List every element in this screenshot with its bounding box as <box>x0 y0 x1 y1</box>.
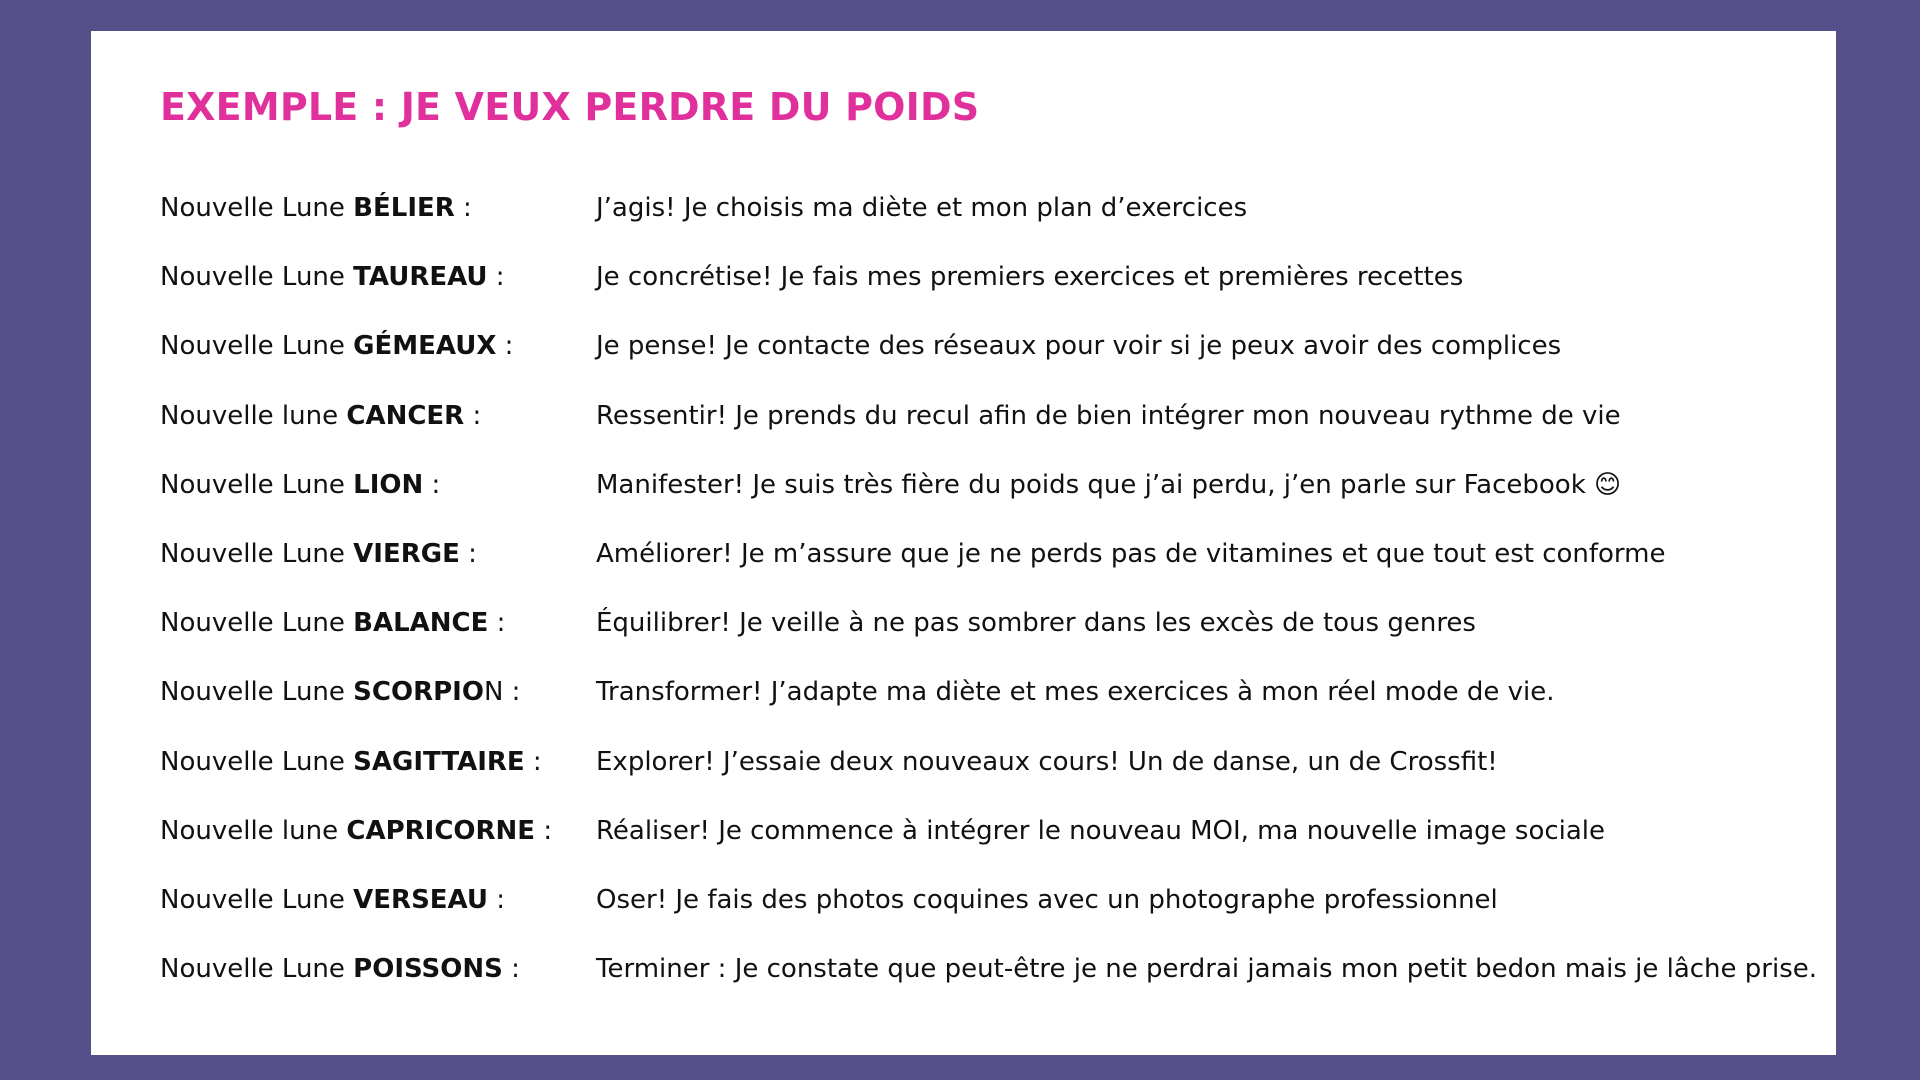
list-item <box>160 885 1820 954</box>
row-suffix: : <box>496 331 514 362</box>
row-suffix: N : <box>483 677 521 708</box>
row-suffix: : <box>454 193 472 223</box>
row-label <box>160 608 505 638</box>
row-suffix: : <box>535 815 553 846</box>
row-description: J’agis! Je choisis ma diète et mon plan d’exercices <box>596 193 1248 223</box>
row-description: Réaliser! Je commence à intégrer le nouveau MOI, ma nouvelle image sociale <box>596 815 1606 846</box>
row-suffix: : <box>488 608 506 639</box>
row-prefix: Nouvelle Lune <box>160 746 354 777</box>
row-description: Équilibrer! Je veille à ne pas sombrer dans les excès de tous genres <box>596 608 1476 639</box>
row-description: Je pense! Je contacte des réseaux pour voir si je peux avoir des complices <box>596 331 1562 362</box>
row-prefix: Nouvelle Lune <box>160 469 354 500</box>
list-item <box>160 262 1820 331</box>
list-item <box>160 608 1820 677</box>
zodiac-sign: VERSEAU <box>353 884 488 915</box>
row-label <box>160 193 472 223</box>
list-item <box>160 193 1820 262</box>
page-title: EXEMPLE : JE VEUX PERDRE DU POIDS <box>160 85 980 129</box>
row-description: Manifester! Je suis très fière du poids que j’ai perdu, j’en parle sur Facebook 😊 <box>596 469 1622 500</box>
list-item <box>160 401 1820 470</box>
list-item <box>160 331 1820 400</box>
list-item <box>160 816 1820 885</box>
row-prefix: Nouvelle Lune <box>160 677 354 708</box>
row-label <box>160 331 513 361</box>
zodiac-sign: SCORPIO <box>353 677 484 708</box>
row-description: Explorer! J’essaie deux nouveaux cours! Un de danse, un de Crossfit! <box>596 746 1498 777</box>
row-description: Terminer : Je constate que peut-être je ne perdrai jamais mon petit bedon mais je lâche prise. <box>596 954 1818 985</box>
list-item <box>160 954 1820 1023</box>
row-description: Oser! Je fais des photos coquines avec un photographe professionnel <box>596 884 1498 915</box>
row-prefix: Nouvelle Lune <box>160 608 354 639</box>
zodiac-sign: LION <box>353 469 424 500</box>
row-prefix: Nouvelle Lune <box>160 884 354 915</box>
zodiac-sign: BÉLIER <box>353 193 455 223</box>
row-suffix: : <box>524 746 542 777</box>
row-label <box>160 262 505 292</box>
row-prefix: Nouvelle Lune <box>160 538 354 569</box>
row-label <box>160 677 520 707</box>
row-suffix: : <box>459 538 477 569</box>
zodiac-sign: POISSONS <box>353 954 503 985</box>
list-item <box>160 747 1820 816</box>
row-label <box>160 747 542 777</box>
zodiac-sign: CANCER <box>346 400 465 431</box>
row-suffix: : <box>487 262 505 293</box>
zodiac-sign: BALANCE <box>353 608 489 639</box>
list-item <box>160 470 1820 539</box>
row-prefix: Nouvelle Lune <box>160 954 354 985</box>
row-label <box>160 401 481 431</box>
row-suffix: : <box>464 400 482 431</box>
list-item <box>160 539 1820 608</box>
row-description: Transformer! J’adapte ma diète et mes exercices à mon réel mode de vie. <box>596 677 1555 708</box>
row-description: Améliorer! Je m’assure que je ne perds pas de vitamines et que tout est conforme <box>596 538 1666 569</box>
zodiac-sign: SAGITTAIRE <box>353 746 525 777</box>
zodiac-sign: GÉMEAUX <box>353 331 497 362</box>
list-item <box>160 677 1820 746</box>
row-prefix: Nouvelle Lune <box>160 193 354 223</box>
zodiac-sign: VIERGE <box>353 538 460 569</box>
row-description: Ressentir! Je prends du recul afin de bien intégrer mon nouveau rythme de vie <box>596 400 1621 431</box>
content-card <box>91 31 1836 1055</box>
row-label <box>160 816 552 846</box>
row-label <box>160 539 477 569</box>
row-prefix: Nouvelle Lune <box>160 262 354 293</box>
moon-list <box>160 193 1820 1023</box>
zodiac-sign: CAPRICORNE <box>346 815 536 846</box>
row-prefix: Nouvelle Lune <box>160 331 354 362</box>
row-label <box>160 470 440 500</box>
row-suffix: : <box>502 954 520 985</box>
row-suffix: : <box>423 469 441 500</box>
row-description: Je concrétise! Je fais mes premiers exercices et premières recettes <box>596 262 1464 293</box>
row-prefix: Nouvelle lune <box>160 400 347 431</box>
row-suffix: : <box>488 884 506 915</box>
row-prefix: Nouvelle lune <box>160 815 347 846</box>
row-label <box>160 885 505 915</box>
row-label <box>160 954 520 984</box>
zodiac-sign: TAUREAU <box>353 262 488 293</box>
